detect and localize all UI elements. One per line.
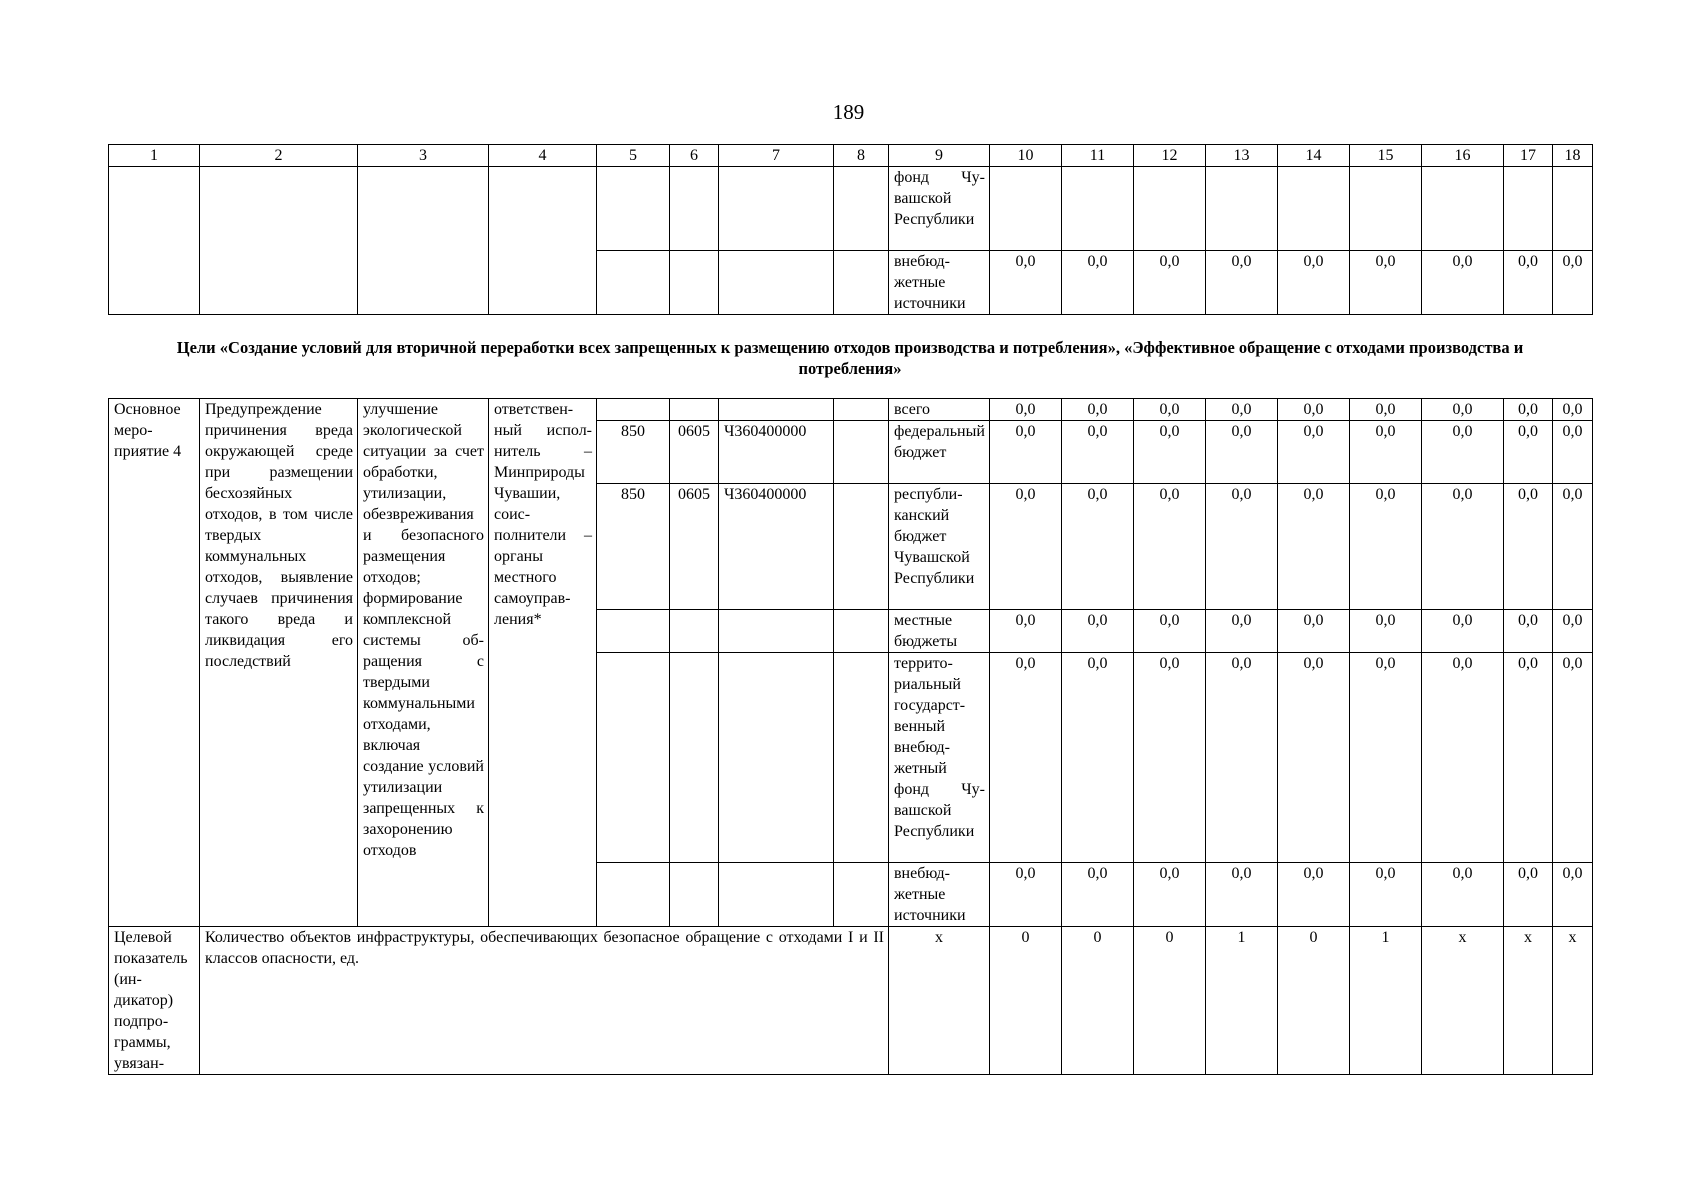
value-cell: 0,0 [1278,399,1350,421]
value-cell: 0,0 [1504,399,1553,421]
target-code [719,610,834,653]
value-cell: 0,0 [1278,653,1350,863]
col-number: 5 [597,145,670,167]
value-cell: 0,0 [1350,610,1422,653]
value-cell: 0,0 [990,421,1062,484]
value-cell: 0,0 [1278,421,1350,484]
value-cell: 0,0 [1422,610,1504,653]
expense-type [834,863,889,927]
col-number: 4 [489,145,597,167]
value-cell: 0,0 [1553,399,1593,421]
target-code [719,653,834,863]
page-number: 189 [832,100,865,124]
value-cell: 0,0 [1134,421,1206,484]
funding-source: фонд Чувашской Республики [889,167,990,251]
col-number: 12 [1134,145,1206,167]
value-cell [1350,167,1422,251]
value-cell: 0,0 [1278,863,1350,927]
measure-executor: ответственный исполнитель – Минприроды Чувашии, соисполнители – органы местного самоуправления* [489,399,597,927]
section-code [670,863,719,927]
value-cell: 0,0 [1134,251,1206,315]
measure-title: Основное мероприятие 4 [109,399,200,927]
value-cell: 0,0 [990,863,1062,927]
value-cell: 0,0 [1350,421,1422,484]
value-cell: 0,0 [990,653,1062,863]
target-code: Ч360400000 [719,484,834,610]
value-cell: 0,0 [990,399,1062,421]
value-cell: 0 [1278,927,1350,1075]
cell-empty [834,251,889,315]
column-number-row [109,145,1593,167]
value-cell: 0,0 [1062,653,1134,863]
value-cell [1278,167,1350,251]
section-code [670,610,719,653]
funding-source: всего [889,399,990,421]
cell-empty [670,251,719,315]
cell-empty [719,251,834,315]
funding-source: территориальный государственный внебюджетный фонд Чувашской Республики [889,653,990,863]
col-number: 10 [990,145,1062,167]
value-cell: 0,0 [1062,399,1134,421]
funding-source: республиканский бюджет Чувашской Республики [889,484,990,610]
value-cell: х [1553,927,1593,1075]
expense-type [834,399,889,421]
value-cell: 0,0 [1206,484,1278,610]
expense-type [834,421,889,484]
grbs-code [597,863,670,927]
indicator-text: Количество объектов инфраструктуры, обеспечивающих безопасное обращение с отходами I и II классов опасности, ед. [200,927,889,1075]
value-cell [1134,167,1206,251]
value-cell: 0 [1062,927,1134,1075]
value-cell: 0,0 [1134,863,1206,927]
value-cell: 0,0 [1206,653,1278,863]
section-code: 0605 [670,421,719,484]
grbs-code: 850 [597,484,670,610]
value-cell: 0,0 [1422,421,1504,484]
value-cell: 0,0 [1278,484,1350,610]
col-number: 3 [358,145,489,167]
value-cell: 0,0 [1062,484,1134,610]
cell-empty [109,167,200,315]
value-cell: 0,0 [1553,484,1593,610]
funding-source: внебюджетные источники [889,251,990,315]
value-cell: 0,0 [1504,653,1553,863]
value-cell: 0,0 [1062,863,1134,927]
value-cell: 0 [990,927,1062,1075]
col-number: 18 [1553,145,1593,167]
value-cell: 0,0 [1134,653,1206,863]
indicator-col9: х [889,927,990,1075]
funding-source: внебюджетные источники [889,863,990,927]
value-cell: 0,0 [1422,863,1504,927]
cell-empty [597,251,670,315]
col-number: 13 [1206,145,1278,167]
col-number: 11 [1062,145,1134,167]
value-cell: 0,0 [1350,863,1422,927]
value-cell: 0,0 [990,251,1062,315]
value-cell: 0,0 [1350,484,1422,610]
expense-type [834,484,889,610]
value-cell: 0,0 [1422,653,1504,863]
value-cell: 0,0 [1350,653,1422,863]
value-cell: 0,0 [1422,484,1504,610]
value-cell: 0,0 [1062,421,1134,484]
measure-result: улучшение экологической ситуации за счет обработки, утилизации, обезвреживания и безопасного размещения отходов; формирование комплексной системы обращения с твердыми коммунальными отходами, включая создание условий утилизации запрещенных к захоронению отходов [358,399,489,927]
value-cell: 0,0 [1553,251,1593,315]
value-cell [1504,167,1553,251]
value-cell: 0,0 [1062,610,1134,653]
funding-source: федеральный бюджет [889,421,990,484]
cell-empty [719,167,834,251]
value-cell: 0,0 [1206,399,1278,421]
col-number: 2 [200,145,358,167]
grbs-code [597,653,670,863]
value-cell [1206,167,1278,251]
value-cell: 0,0 [1504,484,1553,610]
value-cell: 0,0 [990,484,1062,610]
value-cell [1553,167,1593,251]
col-number: 14 [1278,145,1350,167]
grbs-code [597,610,670,653]
col-number: 9 [889,145,990,167]
cell-empty [670,167,719,251]
value-cell: 0,0 [1422,251,1504,315]
expense-type [834,653,889,863]
value-cell: 0,0 [1504,863,1553,927]
target-code: Ч360400000 [719,421,834,484]
value-cell: 0 [1134,927,1206,1075]
table-row [109,167,1593,251]
section-title: Цели «Создание условий для вторичной переработки всех запрещенных к размещению отходов производства и потребления», «Эффективное обращение с отходами производства и потребления» [176,338,1524,378]
value-cell: 0,0 [1134,399,1206,421]
value-cell [990,167,1062,251]
cell-empty [200,167,358,315]
cell-empty [489,167,597,315]
value-cell: 0,0 [1504,251,1553,315]
funding-source: местные бюджеты [889,610,990,653]
value-cell: 0,0 [990,610,1062,653]
col-number: 1 [109,145,200,167]
value-cell: 0,0 [1422,399,1504,421]
target-code [719,863,834,927]
value-cell: 0,0 [1278,251,1350,315]
table-row [109,399,1593,421]
cell-empty [358,167,489,315]
section-code [670,399,719,421]
value-cell: 1 [1206,927,1278,1075]
col-number: 16 [1422,145,1504,167]
value-cell: 0,0 [1553,863,1593,927]
value-cell: 0,0 [1134,610,1206,653]
cell-empty [597,167,670,251]
indicator-row [109,927,1593,1075]
value-cell: х [1504,927,1553,1075]
table-continuation [108,144,1593,315]
section-code [670,653,719,863]
value-cell: 0,0 [1206,610,1278,653]
col-number: 17 [1504,145,1553,167]
measure-description: Предупреждение причинения вреда окружающей среде при размещении бесхозяйных отходов, в том числе твердых коммунальных отходов, выявление случаев причинения такого вреда и ликвидация его последствий [200,399,358,927]
value-cell: 0,0 [1206,251,1278,315]
indicator-label: Целевой показатель (индикатор) подпрограммы, увязан- [109,927,200,1075]
grbs-code: 850 [597,421,670,484]
value-cell: 0,0 [1504,610,1553,653]
expense-type [834,610,889,653]
cell-empty [834,167,889,251]
target-code [719,399,834,421]
col-number: 8 [834,145,889,167]
col-number: 6 [670,145,719,167]
value-cell [1062,167,1134,251]
value-cell: 0,0 [1350,251,1422,315]
value-cell: 0,0 [1553,610,1593,653]
value-cell: 0,0 [1553,653,1593,863]
value-cell: х [1422,927,1504,1075]
col-number: 7 [719,145,834,167]
value-cell: 0,0 [1350,399,1422,421]
value-cell: 0,0 [1278,610,1350,653]
value-cell: 0,0 [1206,863,1278,927]
value-cell: 0,0 [1062,251,1134,315]
grbs-code [597,399,670,421]
value-cell: 0,0 [1134,484,1206,610]
value-cell: 1 [1350,927,1422,1075]
value-cell [1422,167,1504,251]
section-code: 0605 [670,484,719,610]
value-cell: 0,0 [1504,421,1553,484]
col-number: 15 [1350,145,1422,167]
value-cell: 0,0 [1206,421,1278,484]
table-main [108,398,1593,1075]
value-cell: 0,0 [1553,421,1593,484]
